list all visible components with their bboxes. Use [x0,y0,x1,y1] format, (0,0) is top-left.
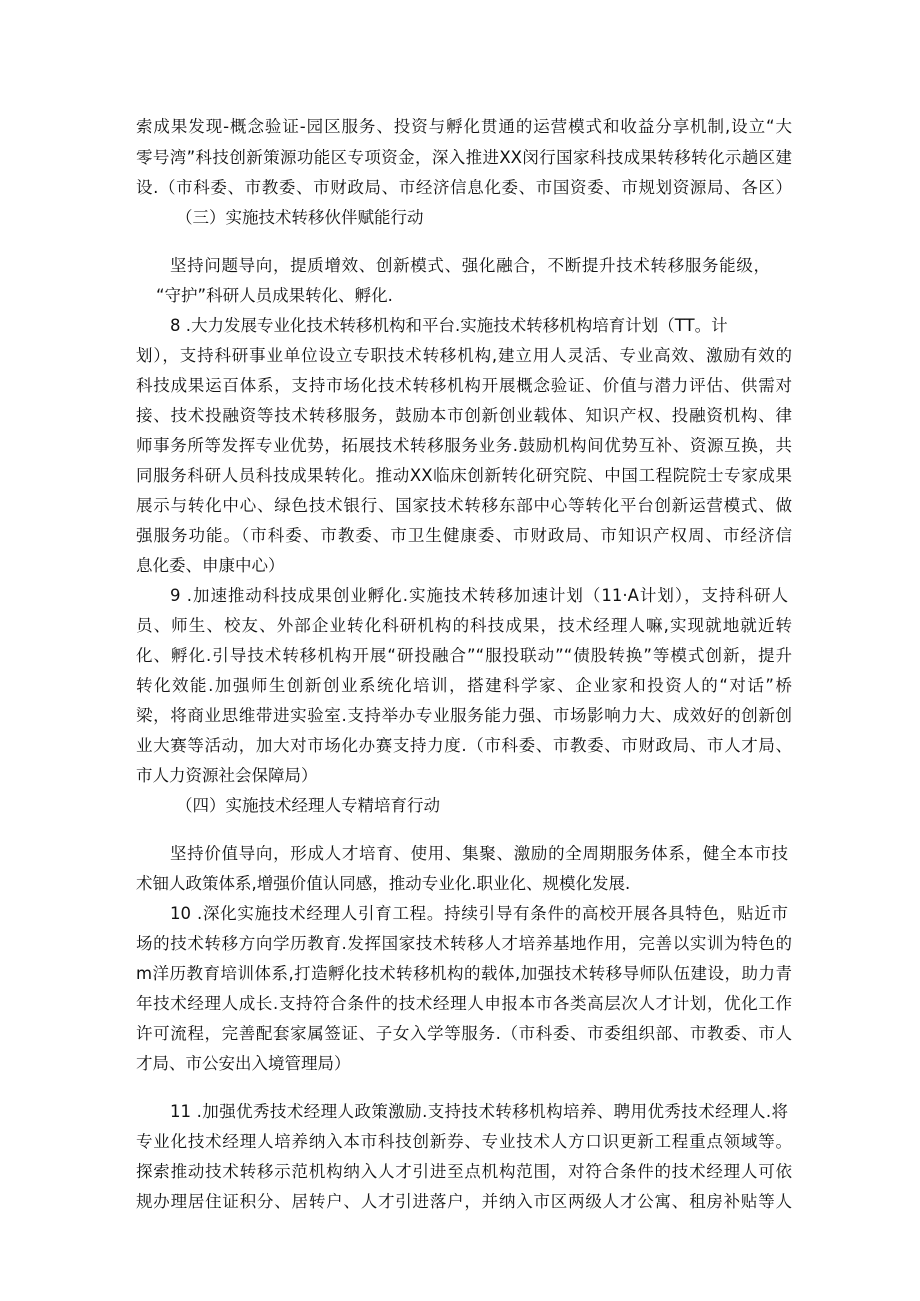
text-line: 设.（市科委、市教委、市财政局、市经济信息化委、市国资委、市规划资源局、各区） [136,178,792,197]
text-line: 才局、市公安出入境管理局） [136,1054,351,1073]
text-line: 术钿人政策体系,增强价值认同感，推动专业化.职业化、规模化发展. [136,874,631,893]
section-heading: （三）实施技术转移伙伴赋能行动 [176,208,424,227]
text-line: 同服务科研人员科技成果转化。推动XX临床创新转化研究院、中国工程院院士专家成果 [136,466,792,485]
text-line: m洋历教育培训体系,打造孵化技术转移机构的载体,加强技术转移导师队伍建设，助力青 [136,964,792,983]
text-line: 坚持价值导向，形成人才培育、使用、集聚、激励的全周期服务体系，健全本市技 [170,844,788,863]
text-line: 员、师生、校友、外部企业转化科研机构的科技成果，技术经理人嘛,实现就地就近转 [136,616,792,635]
text-line: 业大赛等活动，加大对市场化办赛支持力度.（市科委、市教委、市财政局、市人才局、 [136,736,792,755]
text-line: “守护”科研人员成果转化、孵化. [156,286,393,305]
text-line: 化、孵化.引导技术转移机构开展“研投融合”“服投联动”“债股转换”等模式创新，提升 [136,646,792,665]
text-line: 9 .加速推动科技成果创业孵化.实施技术转移加速计划（11·A计划），支持科研人 [170,586,788,605]
text-line: 探索推动技术转移示范机构纳入人才引进至点机构范围，对符合条件的技术经理人可依 [136,1162,792,1181]
text-line: 10 .深化实施技术经理人引育工程。持续引导有条件的高校开展各具特色，贴近市 [170,904,788,923]
text-line: 划），支持科研事业单位设立专职技术转移机构,建立用人灵活、专业高效、激励有效的 [136,346,792,365]
text-line: 息化委、申康中心） [136,556,285,575]
text-line: 索成果发现-概念验证-园区服务、投资与孵化贯通的运营模式和收益分享机制,设立“大 [136,117,792,136]
text-line: 8 .大力发展专业化技术转移机构和平台.实施技术转移机构培育计划（TT。计 [170,316,728,335]
text-line: 许可流程，完善配套家属签证、子女入学等服务.（市科委、市委组织部、市教委、市人 [136,1024,792,1043]
text-line: 坚持问题导向，提质增效、创新模式、强化融合，不断提升技术转移服务能级， [170,256,770,275]
text-line: 接、技术投融资等技术转移服务，鼓励本市创新创业载体、知识产权、投融资机构、律 [136,406,792,425]
text-line: 规办理居住证积分、居转户、人才引进落户，并纳入市区两级人才公寓、租房补贴等人 [136,1192,792,1211]
text-line: 强服务功能。（市科委、市教委、市卫生健康委、市财政局、市知识产权周、市经济信 [136,526,792,545]
text-line: 零号湾”科技创新策源功能区专项资金，深入推进XX闵行国家科技成果转移转化示趟区建 [136,148,792,167]
text-line: 科技成果运百体系，支持市场化技术转移机构开展概念验证、价值与潜力评估、供需对 [136,376,792,395]
text-line: 11 .加强优秀技术经理人政策激励.支持技术转移机构培养、聘用优秀技术经理人.将 [170,1102,788,1121]
text-line: 师事务所等发挥专业优势，拓展技术转移服务业务.鼓励机构间优势互补、资源互换，共 [136,436,792,455]
text-line: 梁，将商业思维带进实验室.支持举办专业服务能力强、市场影响力大、成效好的创新创 [136,706,792,725]
text-line: 场的技术转移方向学历教育.发挥国家技术转移人才培养基地作用，完善以实训为特色的 [136,934,792,953]
text-line: 展示与转化中心、绿色技术银行、国家技术转移东部中心等转化平台创新运营模式、做 [136,496,792,515]
text-line: 市人力资源社会保障局） [136,766,318,785]
text-line: 专业化技术经理人培养纳入本市科技创新券、专业技术人方口识更新工程重点领域等。 [136,1132,792,1151]
text-line: 年技术经理人成长.支持符合条件的技术经理人申报本市各类高层次人才计划，优化工作 [136,994,792,1013]
text-line: 转化效能.加强师生创新创业系统化培训，搭建科学家、企业家和投资人的“对话”桥 [136,676,792,695]
section-heading: （四）实施技术经理人专精培育行动 [176,796,440,815]
